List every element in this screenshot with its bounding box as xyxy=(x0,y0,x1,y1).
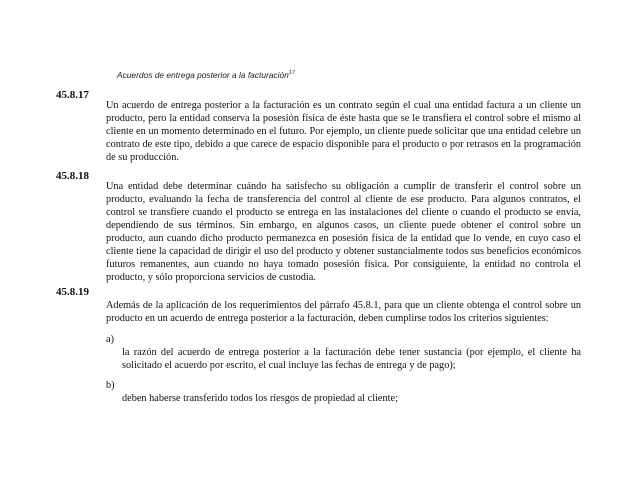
paragraph-number: 45.8.17 xyxy=(56,89,89,101)
paragraph-text: Un acuerdo de entrega posterior a la facturación es un contrato según el cual una entidad factura a un cliente un producto, pero la entidad conserva la posesión física de éste hasta que se le transfiera el control sobre el mismo al cliente en un momento determinado en el futuro. Por ejemplo, un cliente puede solicitar que una entidad celebre un contrato de este tipo, debido a que carece de espacio disponible para el producto o por retrasos en la programación de su producción. xyxy=(106,100,581,164)
paragraph-text: Además de la aplicación de los requerimientos del párrafo 45.8.1, para que un cliente obtenga el control sobre un producto en un acuerdo de entrega posterior a la facturación, deben cumplirse todos los criterios siguientes: xyxy=(106,300,581,325)
footnote-marker: 17 xyxy=(288,70,295,77)
section-heading xyxy=(117,70,295,80)
section-heading-text: Acuerdos de entrega posterior a la facturación xyxy=(117,70,289,80)
list-item-label: b) xyxy=(106,380,115,391)
paragraph-text: Una entidad debe determinar cuándo ha satisfecho su obligación a cumplir de transferir el control sobre un producto, evaluando la fecha de transferencia del control al cliente de ese producto. Para algunos contratos, el control se transfiere cuando el producto se entrega en las instalaciones del cliente o cuando el producto se envía, dependiendo de sus términos. Sin embargo, en algunos casos, un cliente puede obtener el control sobre un producto, aun cuando dicho producto permanezca en posesión física de la entidad que lo vende, en cuyo caso el cliente tiene la capacidad de dirigir el uso del producto y obtener sustancialmente todos sus beneficios económicos futuros remanentes, aun cuando no haya tomado posesión física. Por consiguiente, la entidad no controla el producto, y sólo proporciona servicios de custodia. xyxy=(106,181,581,284)
list-item-text: la razón del acuerdo de entrega posterior a la facturación debe tener sustancia (por ejemplo, el cliente ha solicitado el acuerdo por escrito, el cual incluye las fechas de entrega y de pago); xyxy=(122,347,581,372)
list-item-text: deben haberse transferido todos los riesgos de propiedad al cliente; xyxy=(122,393,398,404)
list-item-label: a) xyxy=(106,334,114,345)
paragraph-number: 45.8.18 xyxy=(56,170,89,182)
paragraph-number: 45.8.19 xyxy=(56,286,89,298)
